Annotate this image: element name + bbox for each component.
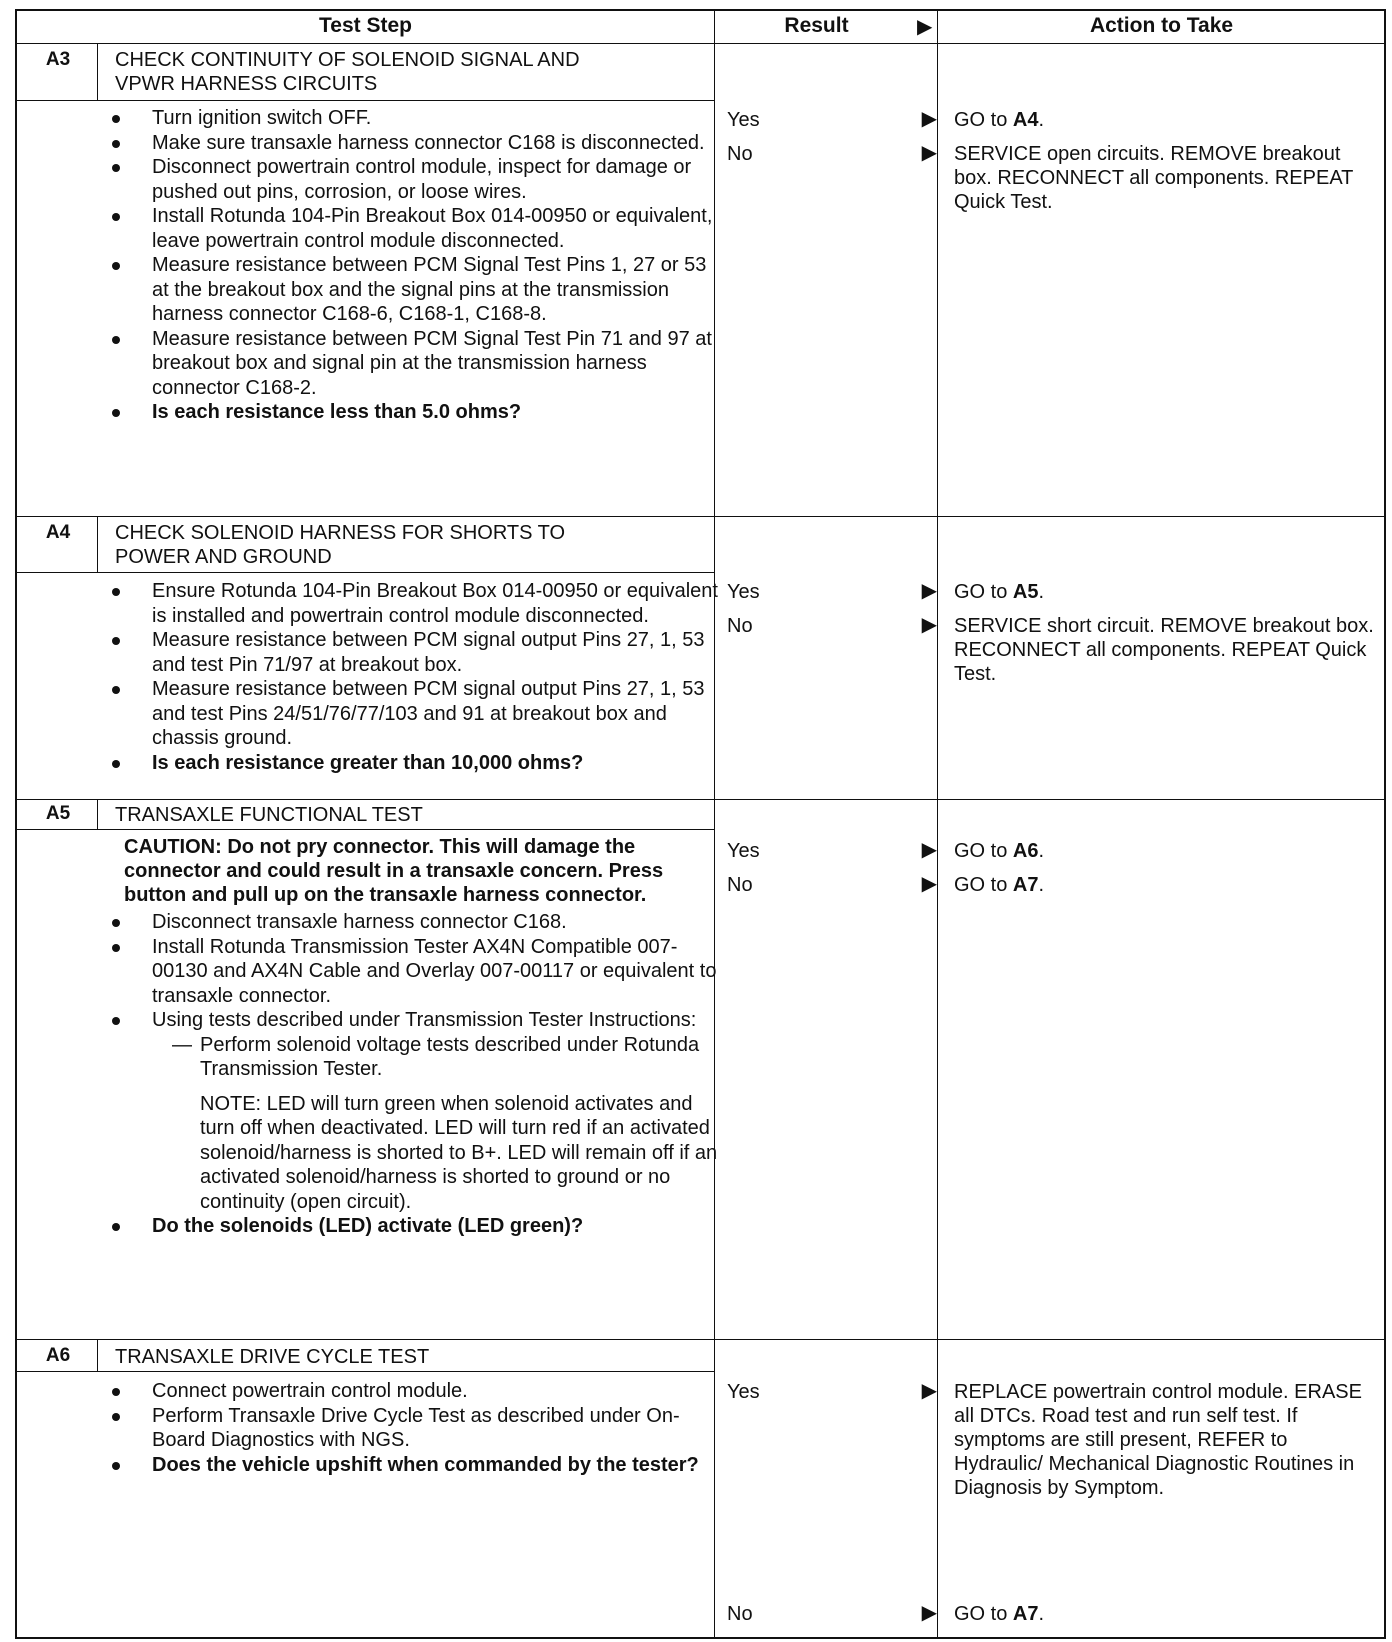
arrow-right-icon: ▶: [921, 580, 937, 602]
action-column: [954, 839, 1374, 897]
action-column: [954, 580, 1374, 686]
action-column: [954, 1380, 1374, 1500]
step-title: TRANSAXLE DRIVE CYCLE TEST: [115, 1346, 430, 1368]
caution-text: CAUTION: Do not pry connector. This will damage the connector and could result in a transaxle concern. Press button and pull up on the transaxle harness connector.: [124, 836, 664, 906]
bullet-icon: [112, 164, 120, 172]
step-code: A5: [45, 803, 71, 824]
action-no: SERVICE open circuits. REMOVE breakout box. RECONNECT all components. REPEAT Quick Test.: [954, 143, 1354, 213]
header-action: Action to Take: [1089, 14, 1234, 37]
step-body: [112, 835, 722, 1239]
list-item: Connect powertrain control module.: [112, 1379, 722, 1404]
bullet-icon: [112, 1413, 120, 1421]
bullet-icon: [112, 262, 120, 270]
column-divider-result: [937, 11, 938, 1637]
step-body: [112, 579, 722, 775]
bullet-icon: [112, 213, 120, 221]
bullet-icon: [112, 637, 120, 645]
header-test-step: Test Step: [319, 14, 412, 37]
row-rule: [17, 516, 1386, 517]
bullet-icon: [112, 140, 120, 148]
result-yes: Yes: [727, 840, 760, 862]
step-title: CHECK SOLENOID HARNESS FOR SHORTS TO POWER AND GROUND: [115, 522, 566, 568]
action-yes: GO to A6.: [954, 840, 1045, 862]
bullet-icon: [112, 1223, 120, 1231]
sub-item: — Perform solenoid voltage tests described under Rotunda Transmission Tester.: [172, 1033, 700, 1080]
question: Is each resistance less than 5.0 ohms?: [112, 400, 722, 425]
result-no: No: [727, 143, 753, 165]
step-code: A6: [45, 1345, 71, 1366]
question: Do the solenoids (LED) activate (LED green)?: [112, 1214, 722, 1239]
list-item: Turn ignition switch OFF.: [112, 106, 722, 131]
arrow-right-icon: ▶: [921, 142, 937, 164]
list-item: Install Rotunda Transmission Tester AX4N Compatible 007-00130 and AX4N Cable and Overlay 007-00117 or equivalent to transaxle connector.: [112, 935, 722, 1009]
result-no: No: [727, 1603, 753, 1625]
header-arrow-icon: ▶: [917, 16, 933, 38]
bullet-icon: [112, 588, 120, 596]
list-item: Install Rotunda 104-Pin Breakout Box 014-00950 or equivalent, leave powertrain control module disconnected.: [112, 204, 722, 253]
step-title: CHECK CONTINUITY OF SOLENOID SIGNAL AND VPWR HARNESS CIRCUITS: [115, 49, 580, 95]
list-item: Disconnect powertrain control module, inspect for damage or pushed out pins, corrosion, or loose wires.: [112, 155, 722, 204]
bullet-icon: [112, 409, 120, 417]
action-column: [954, 108, 1374, 214]
arrow-right-icon: ▶: [921, 1380, 937, 1402]
action-no: GO to A7.: [954, 1603, 1045, 1625]
result-no: No: [727, 874, 753, 896]
list-item: Measure resistance between PCM signal output Pins 27, 1, 53 and test Pins 24/51/76/77/103 and 91 at breakout box and chassis ground.: [112, 677, 722, 751]
row-rule: [17, 1339, 1386, 1340]
list-item: Ensure Rotunda 104-Pin Breakout Box 014-00950 or equivalent is installed and powertrain control module disconnected.: [112, 579, 722, 628]
arrow-right-icon: ▶: [921, 614, 937, 636]
bullet-icon: [112, 336, 120, 344]
result-column: [727, 839, 937, 907]
bullet-icon: [112, 944, 120, 952]
question: Does the vehicle upshift when commanded by the tester?: [112, 1453, 722, 1478]
arrow-right-icon: ▶: [921, 108, 937, 130]
bullet-icon: [112, 115, 120, 123]
step-body: [112, 1379, 722, 1477]
list-item: Measure resistance between PCM signal output Pins 27, 1, 53 and test Pin 71/97 at breakout box.: [112, 628, 722, 677]
bullet-icon: [112, 686, 120, 694]
header-result: Result: [784, 14, 849, 37]
result-yes: Yes: [727, 109, 760, 131]
action-column: [954, 1602, 1374, 1626]
result-column: [727, 108, 937, 176]
step-body: [112, 106, 722, 425]
result-column: [727, 1380, 937, 1414]
note-text: NOTE: LED will turn green when solenoid activates and turn off when deactivated. LED will turn red if an activated solenoid/harness is shorted to B+. LED will remain off if an activated solenoid/harness is shorted to ground or no continuity (open circuit).: [200, 1092, 718, 1213]
title-rule: [17, 1371, 714, 1372]
action-yes: REPLACE powertrain control module. ERASE all DTCs. Road test and run self test. If symptoms are still present, REFER to Hydraulic/ Mechanical Diagnostic Routines in Diagnosis by Symptom.: [954, 1381, 1362, 1499]
diagnostic-table: [15, 9, 1386, 1639]
result-no: No: [727, 615, 753, 637]
arrow-right-icon: ▶: [921, 1602, 937, 1624]
step-title: TRANSAXLE FUNCTIONAL TEST: [115, 804, 423, 826]
arrow-right-icon: ▶: [921, 873, 937, 895]
title-rule: [17, 572, 714, 573]
bullet-icon: [112, 919, 120, 927]
step-code: A4: [45, 522, 71, 543]
action-yes: GO to A4.: [954, 109, 1045, 131]
step-code: A3: [45, 49, 71, 70]
arrow-right-icon: ▶: [921, 839, 937, 861]
row-rule: [17, 799, 1386, 800]
list-item: Make sure transaxle harness connector C168 is disconnected.: [112, 131, 722, 156]
result-column: [727, 580, 937, 648]
question: Is each resistance greater than 10,000 ohms?: [112, 751, 722, 776]
action-yes: GO to A5.: [954, 581, 1045, 603]
list-item: Disconnect transaxle harness connector C168.: [112, 910, 722, 935]
result-yes: Yes: [727, 581, 760, 603]
bullet-icon: [112, 760, 120, 768]
list-item: Measure resistance between PCM Signal Test Pin 71 and 97 at breakout box and signal pin at the transmission harness connector C168-2.: [112, 327, 722, 401]
action-no: GO to A7.: [954, 874, 1045, 896]
dash-icon: —: [172, 1033, 192, 1056]
header-rule: [17, 43, 1386, 44]
bullet-icon: [112, 1017, 120, 1025]
list-item: Perform Transaxle Drive Cycle Test as described under On-Board Diagnostics with NGS.: [112, 1404, 722, 1453]
result-yes: Yes: [727, 1381, 760, 1403]
title-rule: [17, 100, 714, 101]
list-item: Using tests described under Transmission Tester Instructions:: [112, 1008, 722, 1033]
bullet-icon: [112, 1462, 120, 1470]
result-column: [727, 1602, 937, 1636]
title-rule: [17, 829, 714, 830]
bullet-icon: [112, 1388, 120, 1396]
list-item: Measure resistance between PCM Signal Test Pins 1, 27 or 53 at the breakout box and the signal pins at the transmission harness connector C168-6, C168-1, C168-8.: [112, 253, 722, 327]
action-no: SERVICE short circuit. REMOVE breakout box. RECONNECT all components. REPEAT Quick Test.: [954, 615, 1374, 685]
